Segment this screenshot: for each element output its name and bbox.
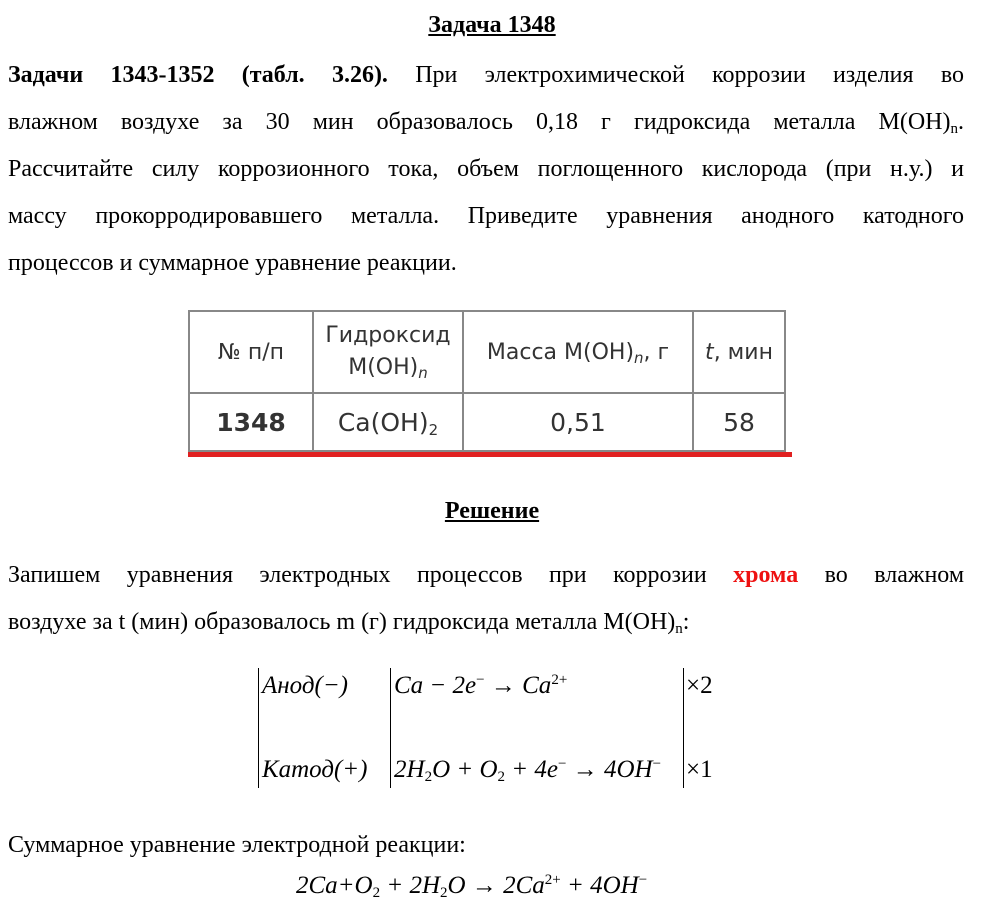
red-underline — [188, 452, 792, 457]
solution-title: Решение — [444, 498, 540, 524]
cell-time: 58 — [693, 393, 785, 451]
subscript-n: n — [675, 621, 683, 637]
anode-equation: $Ca - 2e^- \to Ca^{2+}$ — [394, 672, 568, 699]
period: . — [958, 109, 964, 135]
subscript-n: n — [950, 121, 958, 137]
summary-label: Суммарное уравнение электродной реакции: — [8, 832, 466, 858]
colon: : — [682, 609, 690, 635]
header-mass: Масса $M(OH)_n$, г — [463, 311, 693, 393]
middle-bar — [390, 668, 391, 788]
problem-line-1: При электрохимической коррозии изделия во — [415, 62, 964, 88]
solution-text — [8, 552, 964, 646]
data-table — [188, 310, 786, 452]
header-num: № п/п — [189, 311, 313, 393]
problem-line-3: Рассчитайте силу коррозионного тока, объем поглощенного кислорода (при н.у.) и — [8, 156, 964, 182]
problem-lead: Задачи 1343-1352 (табл. 3.26). — [8, 62, 388, 88]
header-hydroxide: Гидроксид $M(OH)_n$ — [313, 311, 463, 393]
solution-line-1b: во влажном — [824, 562, 965, 588]
cathode-equation: $2H_2O + O_2 + 4e^- \to 4OH^-$ — [394, 756, 662, 785]
summary-equation: $2Ca+O_2 + 2H_2O \to 2Ca^{2+} + 4OH^-$ — [296, 872, 648, 901]
problem-title: Задача 1348 — [428, 12, 556, 38]
solution-line-2: воздухе за t (мин) образовалось m (г) гидроксида металла M(OH) — [8, 609, 676, 635]
metal-highlight: хрома — [733, 562, 799, 588]
problem-line-4: массу прокорродировавшего металла. Приведите уравнения анодного катодного — [8, 203, 964, 229]
problem-line-2: влажном воздухе за 30 мин образовалось 0,18 г гидроксида металла M(OH) — [8, 109, 951, 135]
left-bar — [258, 668, 259, 788]
cell-num: 1348 — [189, 393, 313, 451]
cathode-multiplier: ×1 — [686, 756, 713, 783]
header-time: t, мин — [693, 311, 785, 393]
problem-line-5: процессов и суммарное уравнение реакции. — [8, 250, 457, 276]
anode-multiplier: ×2 — [686, 672, 713, 699]
cathode-label: Катод(+) — [262, 756, 368, 783]
solution-line-1a: Запишем уравнения электродных процессов при коррозии — [8, 562, 707, 588]
cell-hydroxide: $Ca(OH)_2$ — [313, 393, 463, 451]
problem-text — [8, 52, 964, 287]
anode-label: Анод(−) — [262, 672, 349, 699]
right-bar — [683, 668, 684, 788]
cell-mass: 0,51 — [463, 393, 693, 451]
